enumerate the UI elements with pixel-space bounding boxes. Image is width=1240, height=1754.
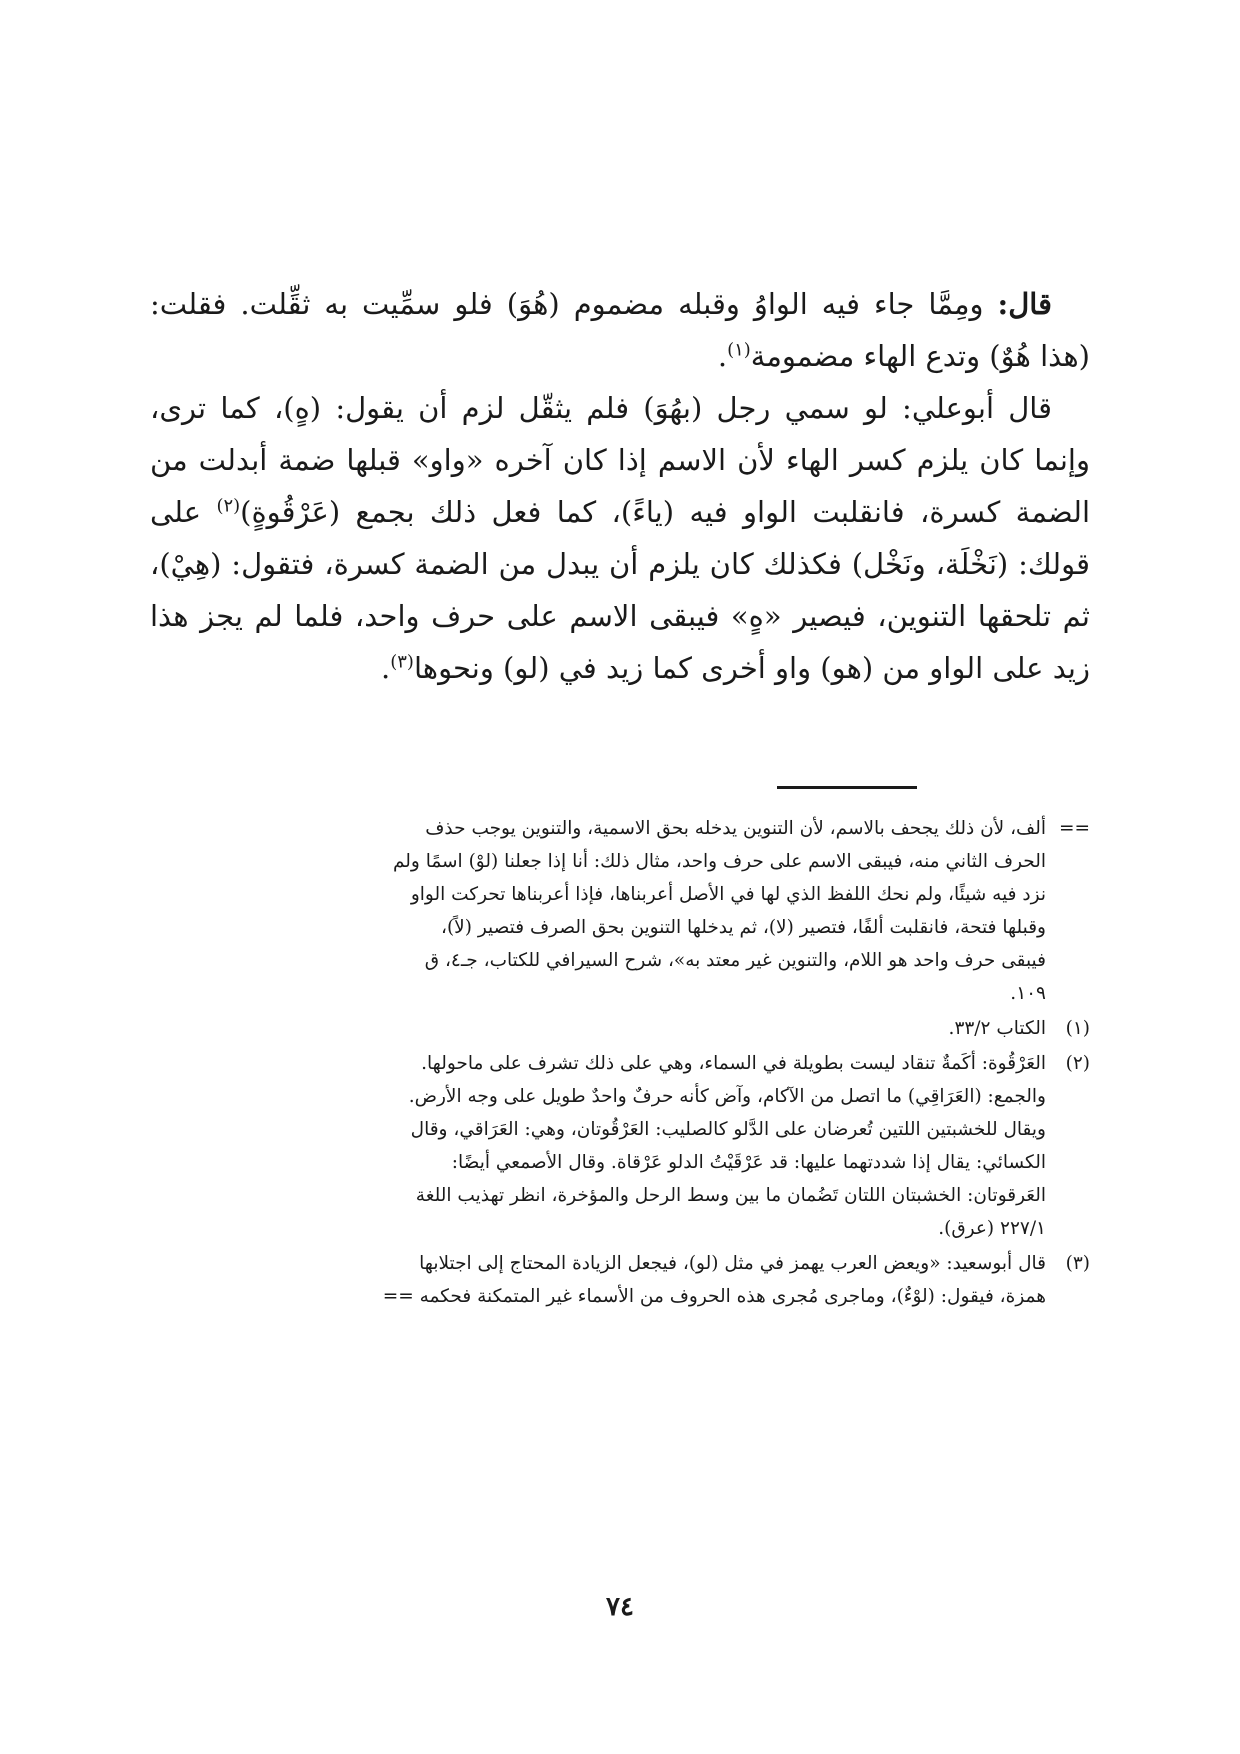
paragraph-1-text: ومِمَّا جاء فيه الواوُ وقبله مضموم (هُوَ) فلو سمِّيت به ثقِّلت. فقلت: (هذا هُوٌ) وتدع الهاء مضمومة <box>150 287 1090 373</box>
footnote-line: والجمع: (العَرَاقِي) ما اتصل من الآكام، وآض كأنه حرفٌ واحدٌ طويل على وجه الأرض. <box>408 1086 1046 1107</box>
footnote-continuation <box>150 812 1090 1010</box>
footnote-line: ١٠٩. <box>1010 983 1046 1004</box>
footnote-ref-1[interactable]: (١) <box>727 339 751 361</box>
footnote-1-marker: (١) <box>1065 1018 1090 1039</box>
footnote-line: ٢٢٧/١ (عرق). <box>938 1218 1046 1239</box>
footnote-line: العَرقوتان: الخشبتان اللتان تَضُمان ما بين وسط الرحل والمؤخرة، انظر تهذيب اللغة <box>415 1185 1046 1206</box>
footnote-line: فيبقى حرف واحد هو اللام، والتنوين غير معتد به»، شرح السيرافي للكتاب، جـ٤، ق <box>424 950 1046 971</box>
footnote-line: ألف، لأن ذلك يجحف بالاسم، لأن التنوين يدخله بحق الاسمية، والتنوين يوجب حذف <box>425 818 1046 839</box>
footnote-ref-2[interactable]: (٢) <box>216 495 241 517</box>
main-text-body <box>150 278 1090 694</box>
footnote-line: وقبلها فتحة، فانقلبت ألفًا، فتصير (لا)، ثم يدخلها التنوين بحق الصرف فتصير (لاً)، <box>440 917 1046 938</box>
footnote-line: ويقال للخشبتين اللتين تُعرضان على الدَّلو كالصليب: العَرْقُوتان، وهي: العَرَاقي، وقال <box>410 1119 1046 1140</box>
footnote-3 <box>150 1247 1090 1313</box>
footnote-2 <box>150 1047 1090 1245</box>
paragraph-2-end: . <box>381 651 391 685</box>
footnote-ref-3[interactable]: (٣) <box>390 651 414 673</box>
footnote-line: قال أبوسعيد: «ويعض العرب يهمز في مثل (لو)، فيجعل الزيادة المحتاج إلى اجتلابها <box>419 1253 1046 1274</box>
paragraph-1 <box>150 278 1090 382</box>
paragraph-2 <box>150 382 1090 694</box>
footnote-1 <box>150 1012 1090 1045</box>
footnote-2-marker: (٢) <box>1065 1053 1090 1074</box>
footnote-line: نزد فيه شيئًا، ولم نحك اللفظ الذي لها في الأصل أعربناها، فإذا أعربناها تحركت الواو <box>410 884 1046 905</box>
footnote-line: همزة، فيقول: (لوْءٌ)، وماجرى مُجرى هذه الحروف من الأسماء غير المتمكنة فحكمه == <box>382 1286 1046 1307</box>
footnotes-section <box>150 812 1090 1315</box>
paragraph-2-text-a: قال أبوعلي: لو سمي رجل (بهُوَ) فلم يثقّل لزم أن يقول: (هٍ)، كما ترى، وإنما كان يلزم كسر الهاء لأن الاسم إذا كان آخره «واو» قبلها ضمة أبدلت من الضمة كسرة، فانقلبت الواو فيه (ياءً)، كما فعل ذلك بجمع (عَرْقُوةٍ) <box>150 391 1091 529</box>
footnote-line: الحرف الثاني منه، فيبقى الاسم على حرف واحد، مثال ذلك: أنا إذا جعلنا (لوْ) اسمًا ولم <box>392 851 1046 872</box>
footnote-continuation-marker: == <box>1058 818 1090 839</box>
paragraph-1-end: . <box>717 339 728 373</box>
footnote-line: العَرْقُوة: أكَمةٌ تنقاد ليست بطويلة في السماء، وهي على ذلك تشرف على ماحولها. <box>421 1053 1046 1074</box>
footnote-line: الكسائي: يقال إذا شددتهما عليها: قد عَرْقَيْتُ الدلو عَرْقاة. وقال الأصمعي أيضًا: <box>451 1152 1046 1173</box>
page-number: ٧٤ <box>606 1592 634 1622</box>
paragraph-1-lead: قال: <box>997 287 1052 321</box>
paragraph-2-text-b: على قولك: (نَخْلَة، ونَخْل) فكذلك كان يلزم أن يبدل من الضمة كسرة، فتقول: (هِيْ)، ثم تلحقها التنوين، فيصير «هٍ» فيبقى الاسم على حرف واحد، فلما لم يجز هذا زيد على الواو من (هو) واو أخرى كما زيد في (لو) ونحوها <box>150 495 1090 685</box>
footnote-line: الكتاب ٣٣/٢. <box>948 1018 1046 1039</box>
footnote-separator <box>777 786 917 789</box>
footnote-3-marker: (٣) <box>1065 1253 1090 1274</box>
